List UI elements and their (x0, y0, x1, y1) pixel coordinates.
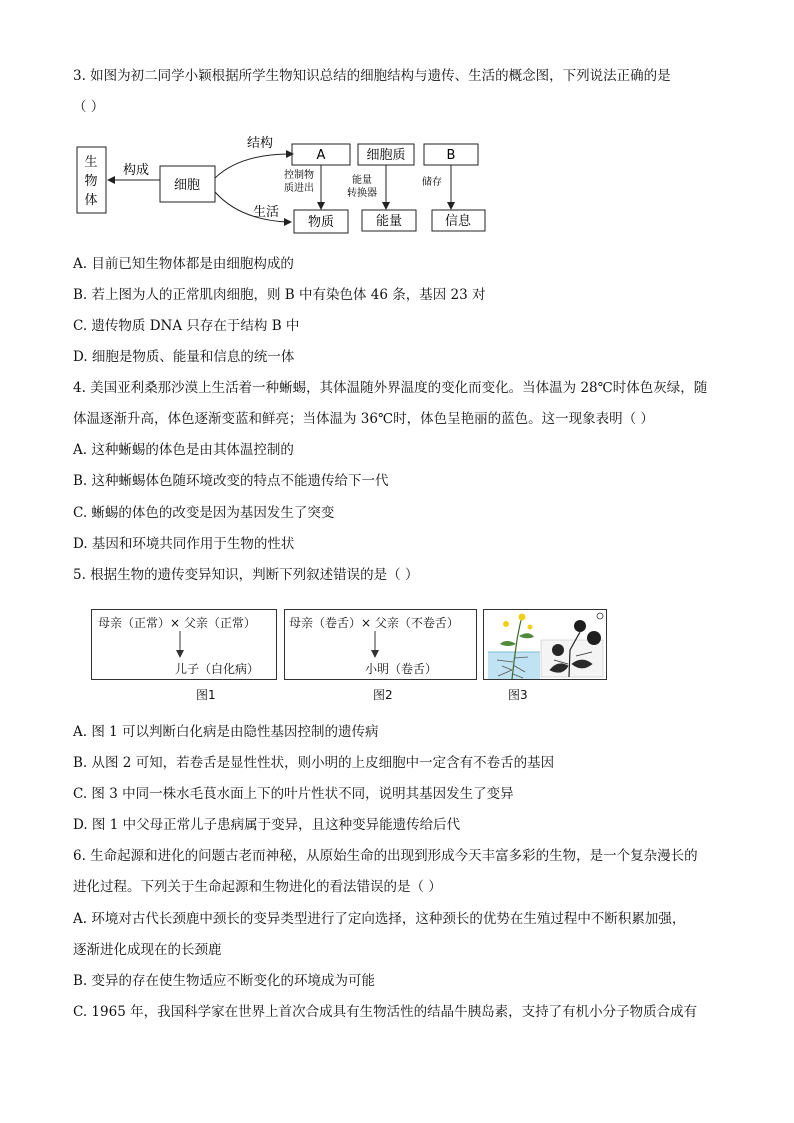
q3-option-b: B. 若上图为人的正常肌肉细胞，则 B 中有染色体 46 条，基因 23 对 (73, 287, 486, 303)
energy-conv-label-2: 转换器 (347, 188, 377, 199)
q4-stem-line1: 4. 美国亚利桑那沙漠上生活着一种蜥蜴，其体温随外界温度的变化而变化。当体温为 28℃时体色灰绿，随 (73, 380, 708, 396)
q3-concept-diagram (70, 130, 500, 242)
organism-char-1: 生 (84, 155, 98, 170)
info-label: 信息 (444, 214, 472, 229)
q5-figure-2 (284, 609, 477, 680)
constitute-label: 构成 (122, 163, 150, 178)
q4-option-d: D. 基因和环境共同作用于生物的性状 (73, 536, 295, 552)
structure-label: 结构 (246, 136, 274, 151)
q5-option-b: B. 从图 2 可知，若卷舌是显性性状，则小明的上皮细胞中一定含有不卷舌的基因 (73, 755, 555, 771)
water-buttercup-illustration (484, 610, 606, 679)
fig2-arrow-icon (370, 631, 380, 659)
energy-label: 能量 (375, 214, 403, 229)
q5-figure-1 (91, 609, 277, 680)
q4-stem-line2: 体温逐渐升高，体色逐渐变蓝和鲜亮；当体温为 36℃时，体色呈艳丽的蓝色。这一现象表明（ ） (73, 411, 654, 427)
q6-option-a-cont: 逐渐进化成现在的长颈鹿 (73, 942, 222, 958)
organism-char-2: 物 (84, 174, 98, 189)
fig2-child: 小明（卷舌） (365, 662, 438, 676)
box-a-label: A (316, 148, 326, 163)
q5-stem: 5. 根据生物的遗传变异知识，判断下列叙述错误的是（ ） (73, 567, 419, 583)
q6-option-b: B. 变异的存在使生物适应不断变化的环境成为可能 (73, 973, 376, 989)
cytoplasm-label: 细胞质 (366, 148, 406, 163)
organism-char-3: 体 (84, 193, 98, 208)
q3-option-d: D. 细胞是物质、能量和信息的统一体 (73, 349, 295, 365)
q6-stem-line1: 6. 生命起源和进化的问题古老而神秘，从原始生命的出现到形成今天丰富多彩的生物，是一个复杂漫长的 (73, 848, 698, 864)
q4-option-c: C. 蜥蜴的体色的改变是因为基因发生了突变 (73, 505, 335, 521)
fig1-child: 儿子（白化病） (175, 662, 260, 676)
fig2-parents: 母亲（卷舌）× 父亲（不卷舌） (289, 616, 459, 630)
fig1-arrow-icon (175, 631, 185, 659)
q4-option-b: B. 这种蜥蜴体色随环境改变的特点不能遗传给下一代 (73, 473, 389, 489)
q3-stem-line1: 3. 如图为初二同学小颖根据所学生物知识总结的细胞结构与遗传、生活的概念图，下列说法正确的是 (73, 68, 671, 84)
fig1-caption: 图1 (196, 688, 216, 702)
matter-label: 物质 (307, 215, 335, 230)
control-label-2: 质进出 (284, 183, 314, 194)
q5-figure-3 (483, 609, 607, 680)
fig3-caption: 图3 (508, 688, 528, 702)
fig2-caption: 图2 (373, 688, 393, 702)
q5-option-a: A. 图 1 可以判断白化病是由隐性基因控制的遗传病 (73, 724, 379, 740)
q3-option-a: A. 目前已知生物体都是由细胞构成的 (73, 256, 294, 272)
q5-option-d: D. 图 1 中父母正常儿子患病属于变异，且这种变异能遗传给后代 (73, 817, 461, 833)
q5-option-c: C. 图 3 中同一株水毛茛水面上下的叶片性状不同，说明其基因发生了变异 (73, 786, 514, 802)
control-label-1: 控制物 (284, 170, 314, 181)
q3-option-c: C. 遗传物质 DNA 只存在于结构 B 中 (73, 318, 300, 334)
q6-stem-line2: 进化过程。下列关于生命起源和生物进化的看法错误的是（ ） (73, 879, 442, 895)
q3-stem-line2: （ ） (73, 99, 105, 115)
q6-option-c: C. 1965 年，我国科学家在世界上首次合成具有生物活性的结晶牛胰岛素，支持了有机小分子物质合成有 (73, 1004, 698, 1020)
cell-label: 细胞 (173, 178, 201, 193)
energy-conv-label-1: 能量 (352, 175, 372, 186)
life-label: 生活 (252, 205, 280, 220)
q4-option-a: A. 这种蜥蜴的体色是由其体温控制的 (73, 442, 294, 458)
q6-option-a: A. 环境对古代长颈鹿中颈长的变异类型进行了定向选择，这种颈长的优势在生殖过程中不断积累加强， (73, 911, 686, 927)
fig1-parents: 母亲（正常）× 父亲（正常） (98, 616, 256, 630)
store-label: 储存 (422, 177, 442, 188)
box-b-label: B (446, 148, 456, 163)
